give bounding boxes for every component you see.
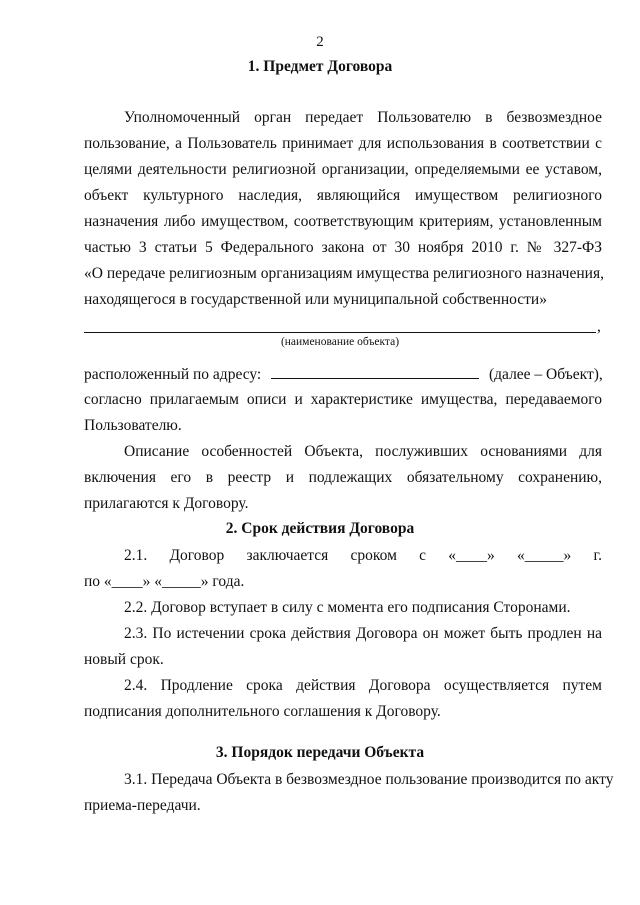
section-1-para-1-line-7: «О передаче религиозным организациям имущества религиозного назначения, [84,265,604,282]
section-1-para-1-line-4: объект культурного наследия, являющийся имуществом религиозного [84,187,602,204]
item-2-3-line-2: новый срок. [84,651,164,668]
address-field [271,364,479,379]
item-2-4-line-1: 2.4. Продление срока действия Договора осуществляется путем [124,677,602,694]
item-2-3-line-1: 2.3. По истечении срока действия Договора он может быть продлен на [124,625,602,642]
section-1-para-3-line-3: прилагаются к Договору. [84,495,249,512]
item-3-1-line-2: приема-передачи. [84,797,201,814]
section-1-para-1-line-2: пользование, а Пользователь принимает для использования в соответствии с [84,135,602,152]
item-2-1-year-suffix: г. [593,547,602,564]
object-name-field [84,332,596,333]
section-1-para-1-line-8: находящегося в государственной или муниципальной собственности» [84,291,547,308]
object-name-comma: , [597,318,601,335]
object-name-caption: (наименование объекта) [280,336,400,348]
section-2-heading: 2. Срок действия Договора [225,520,415,537]
section-1-para-3-line-2: включения его в реестр и подлежащих обязательному сохранению, [84,469,602,486]
section-1-para-2-line-2: Пользователю. [84,417,182,434]
item-2-1-day-blank: «____» [448,547,495,564]
item-2-2: 2.2. Договор вступает в силу с момента его подписания Сторонами. [124,599,571,616]
item-2-1-month-blank: «_____» [517,547,572,564]
section-1-para-3-line-1: Описание особенностей Объекта, послуживших основаниями для [124,443,602,460]
address-line [84,364,602,385]
item-2-1-line-1 [124,546,602,566]
section-1-heading: 1. Предмет Договора [247,58,393,75]
section-3-heading: 3. Порядок передачи Объекта [215,744,425,761]
section-1-para-2-line-1: согласно прилагаемым описи и характеристике имущества, передаваемого [84,391,602,408]
item-2-1-word: заключается [246,547,329,564]
item-2-1-word: 2.1. [124,547,148,564]
item-2-1-word: с [419,547,427,564]
section-1-para-1-line-3: целями деятельности религиозной организации, определяемыми ее уставом, [84,161,602,178]
item-2-1-word: Договор [169,547,225,564]
page-number: 2 [316,34,324,50]
section-1-para-1-line-1: Уполномоченный орган передает Пользователю в безвозмездное [124,109,602,126]
item-2-1-word: сроком [350,547,397,564]
item-2-1-line-2: по «____» «_____» года. [84,573,245,590]
section-1-para-1-line-6: частью 3 статьи 5 Федерального закона от 30 ноября 2010 г. № 327-ФЗ [84,239,602,256]
item-2-4-line-2: подписания дополнительного соглашения к Договору. [84,703,441,720]
item-3-1-line-1: 3.1. Передача Объекта в безвозмездное пользование производится по акту [124,771,614,788]
section-1-para-1-line-5: назначения либо имуществом, соответствующим критериям, установленным [84,213,602,230]
address-prefix: расположенный по адресу: [84,366,262,383]
address-suffix: (далее – Объект), [489,366,603,383]
